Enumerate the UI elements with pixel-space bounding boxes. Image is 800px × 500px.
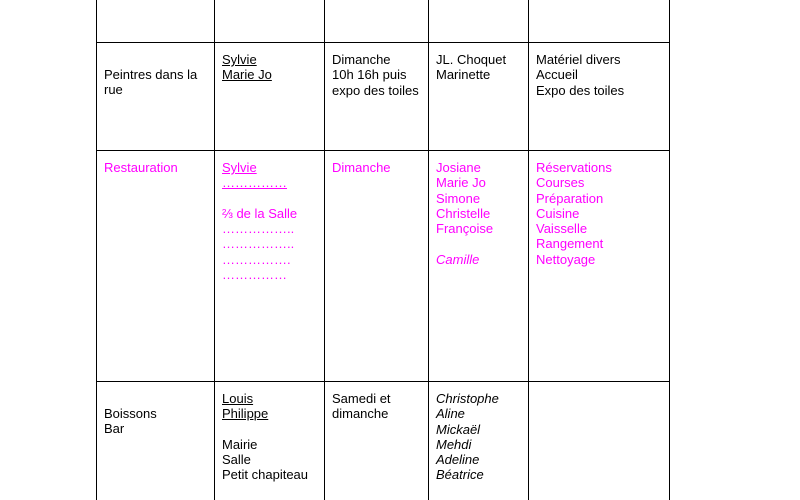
activity-line: Restauration	[104, 160, 178, 175]
volunteer-name: Adeline	[436, 452, 480, 468]
row-restauration-when	[332, 160, 391, 175]
volunteer-name: Christophe	[436, 391, 499, 406]
row-peintres-volunteers	[436, 52, 506, 83]
activity-line: Bar	[104, 421, 125, 437]
when-line: dimanche	[332, 406, 389, 422]
volunteer-name: Béatrice	[436, 467, 484, 483]
materiel-line: Courses	[536, 175, 585, 191]
table-border-left	[96, 0, 97, 500]
row-divider-3	[96, 381, 670, 382]
row-boissons-responsables	[222, 391, 308, 483]
responsable-name: Marie Jo	[222, 67, 272, 83]
volunteer-name: Christelle	[436, 205, 491, 221]
responsable-name: ……………	[222, 175, 287, 191]
row-peintres-materiel	[536, 52, 624, 98]
row-boissons-volunteers	[436, 391, 499, 483]
volunteer-name: Josiane	[436, 160, 481, 175]
row-peintres-activity	[104, 67, 197, 98]
volunteer-name: Marie Jo	[436, 175, 486, 191]
volunteer-name: Mehdi	[436, 436, 472, 452]
volunteer-name: Aline	[436, 406, 465, 422]
when-line: Samedi et	[332, 391, 391, 406]
responsable-name: Philippe	[222, 406, 269, 422]
materiel-line: Rangement	[536, 236, 604, 252]
materiel-line: Cuisine	[536, 205, 580, 221]
responsable-line: Petit chapiteau	[222, 467, 309, 483]
when-line: 10h 16h puis	[332, 67, 407, 83]
materiel-line: Matériel divers	[536, 52, 621, 67]
row-restauration-responsables	[222, 160, 297, 282]
materiel-line: Accueil	[536, 67, 578, 83]
materiel-line: Vaisselle	[536, 221, 588, 237]
row-peintres-when	[332, 52, 419, 98]
column-divider-1	[214, 0, 215, 500]
responsable-line: ……………	[222, 267, 287, 283]
volunteer-name: Marinette	[436, 67, 491, 83]
responsable-line: ……………..	[222, 236, 295, 252]
responsable-name: Sylvie	[222, 160, 257, 175]
row-divider-2	[96, 150, 670, 151]
volunteer-name: JL. Choquet	[436, 52, 507, 67]
row-restauration-volunteers	[436, 160, 493, 267]
volunteer-name: Camille	[436, 251, 480, 267]
materiel-line: Expo des toiles	[536, 82, 625, 98]
responsable-line: Salle	[222, 452, 251, 468]
responsable-line: Mairie	[222, 436, 258, 452]
volunteer-name: Françoise	[436, 221, 494, 237]
materiel-line: Réservations	[536, 160, 612, 175]
responsable-line: …………….	[222, 251, 291, 267]
activity-line: rue	[104, 82, 123, 98]
responsable-line: ⅔ de la Salle	[222, 205, 298, 221]
row-restauration-activity	[104, 160, 178, 175]
activity-line: Peintres dans la	[104, 67, 198, 82]
row-restauration-materiel	[536, 160, 612, 267]
column-divider-4	[528, 0, 529, 500]
row-boissons-when	[332, 391, 391, 422]
responsable-name: Sylvie	[222, 52, 257, 67]
activity-line: Boissons	[104, 406, 157, 421]
materiel-line: Nettoyage	[536, 251, 596, 267]
responsable-name: Louis	[222, 391, 254, 406]
volunteer-name: Simone	[436, 190, 481, 206]
materiel-line: Préparation	[536, 190, 604, 206]
volunteer-name: Mickaël	[436, 421, 481, 437]
row-peintres-responsables	[222, 52, 272, 83]
when-line: expo des toiles	[332, 82, 419, 98]
column-divider-3	[428, 0, 429, 500]
row-divider-1	[96, 42, 670, 43]
responsable-line: ……………..	[222, 221, 295, 237]
column-divider-2	[324, 0, 325, 500]
row-boissons-activity	[104, 406, 157, 437]
when-line: Dimanche	[332, 160, 391, 175]
table-border-right	[669, 0, 670, 500]
when-line: Dimanche	[332, 52, 391, 67]
